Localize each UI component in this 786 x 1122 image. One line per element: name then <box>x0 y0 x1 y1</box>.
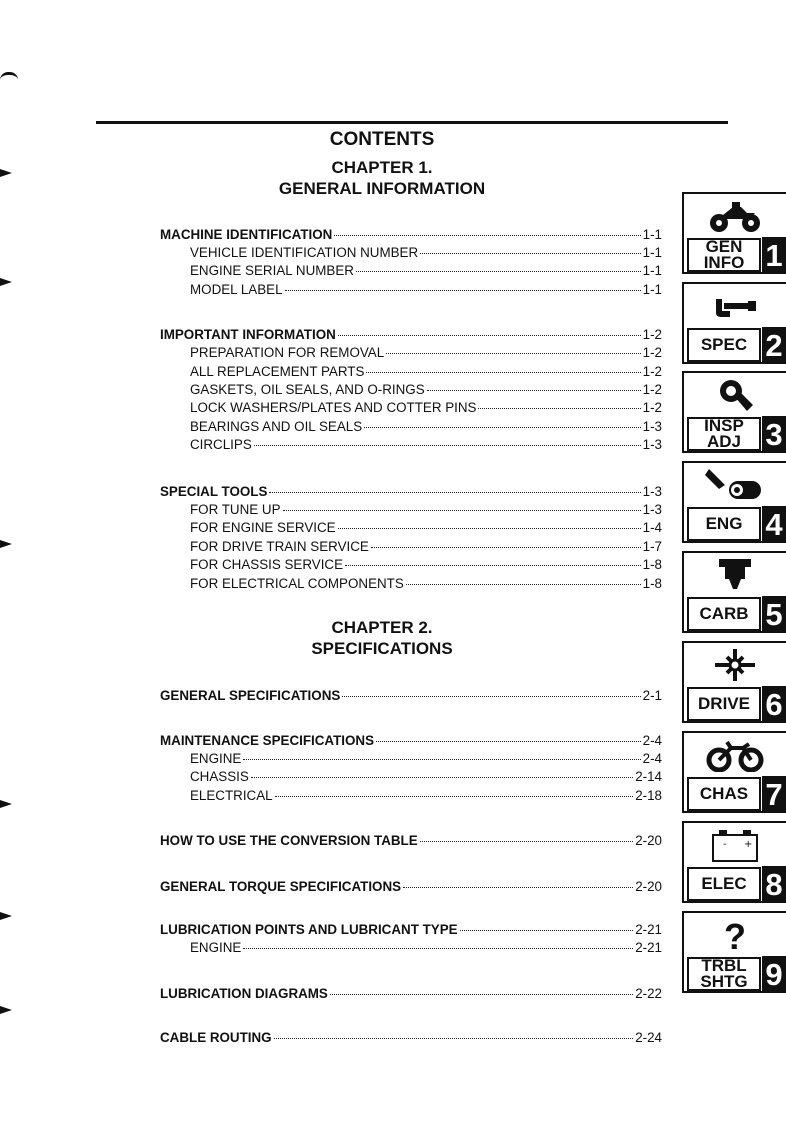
chapter-tab-2[interactable] <box>682 282 786 364</box>
toc-entry-title: CABLE ROUTING <box>160 1030 272 1045</box>
toc-entry-page: 1-3 <box>642 437 662 452</box>
toc-entry-page: 1-7 <box>642 539 662 554</box>
chapter-tab-label-line: INFO <box>703 253 745 272</box>
toc-entry-title: LUBRICATION DIAGRAMS <box>160 986 328 1001</box>
toc-entry-page: 1-1 <box>642 282 662 297</box>
toc-entry-title: PREPARATION FOR REMOVAL <box>190 345 385 360</box>
dot-leader <box>254 445 641 446</box>
dot-leader <box>338 335 641 336</box>
margin-mark <box>0 278 12 286</box>
chapter-tab-5[interactable] <box>682 551 786 633</box>
chapter-tab-label <box>687 507 761 541</box>
margin-mark <box>0 540 12 548</box>
dot-leader <box>330 994 633 995</box>
toc-entry-title: MACHINE IDENTIFICATION <box>160 227 333 242</box>
carburetor-icon <box>687 556 783 594</box>
toc-entry-page: 2-21 <box>635 922 662 937</box>
dot-leader <box>274 1038 634 1039</box>
toc-entry-page: 2-18 <box>635 788 662 803</box>
chapter-tab-1[interactable] <box>682 192 786 274</box>
toc-entry-page: 2-24 <box>635 1030 662 1045</box>
chapter1-heading: CHAPTER 1. <box>331 158 433 177</box>
svg-text:?: ? <box>724 917 746 953</box>
dot-leader <box>386 353 640 354</box>
dot-leader <box>366 372 640 373</box>
toc-entry-title: ENGINE <box>190 940 242 955</box>
toc-entry-title: CHASSIS <box>190 769 249 784</box>
toc-entry <box>160 327 662 345</box>
toc-entry-page: 1-2 <box>642 400 662 415</box>
toc-entry <box>190 400 662 418</box>
toc-entry-title: GASKETS, OIL SEALS, AND O-RINGS <box>190 382 425 397</box>
chapter-tab-label-line: GEN <box>705 237 743 256</box>
toc-entry-page: 2-21 <box>635 940 662 955</box>
toc-entry-page: 1-1 <box>642 227 662 242</box>
toc-entry-title: FOR DRIVE TRAIN SERVICE <box>190 539 369 554</box>
toc-entry <box>190 520 662 538</box>
toc-entry-page: 1-3 <box>642 484 662 499</box>
dot-leader <box>275 796 634 797</box>
toc-entry <box>190 419 662 437</box>
toc-entry-title: GENERAL TORQUE SPECIFICATIONS <box>160 879 402 894</box>
question-icon <box>687 916 783 954</box>
chapter-tab-label-line: TRBL <box>701 956 747 975</box>
chassis-icon <box>687 736 783 774</box>
chapter-tab-number: 6 <box>762 686 786 723</box>
toc-entry <box>190 557 662 575</box>
dot-leader <box>338 528 641 529</box>
toc-entry <box>190 245 662 263</box>
dot-leader <box>356 271 641 272</box>
dot-leader <box>376 741 641 742</box>
chapter-tab-3[interactable] <box>682 371 786 453</box>
toc-entry-title: MODEL LABEL <box>190 282 283 297</box>
toc-entry-page: 1-1 <box>642 263 662 278</box>
dot-leader <box>403 887 633 888</box>
dot-leader <box>283 510 641 511</box>
toc-entry-title: LUBRICATION POINTS AND LUBRICANT TYPE <box>160 922 458 937</box>
drivetrain-icon <box>687 646 783 684</box>
piston-icon <box>687 466 783 504</box>
dot-leader <box>364 427 640 428</box>
toc-entry <box>160 922 662 940</box>
dot-leader <box>334 235 640 236</box>
chapter2-title: SPECIFICATIONS <box>311 639 453 658</box>
chapter-tab-number: 4 <box>762 506 786 543</box>
toc-entry-page: 1-2 <box>642 327 662 342</box>
margin-mark <box>0 1006 12 1014</box>
toc-entry-title: IMPORTANT INFORMATION <box>160 327 336 342</box>
atv-icon <box>687 197 783 235</box>
chapter-tab-label-line: ENG <box>705 514 743 533</box>
chapter-tab-7[interactable] <box>682 731 786 813</box>
battery-icon <box>687 826 783 864</box>
chapter-tab-label-line: ADJ <box>706 432 741 451</box>
chapter-tab-label-line: DRIVE <box>698 694 750 713</box>
chapter-tab-label-line: SHTG <box>700 972 748 991</box>
chapter-tab-label-line: CHAS <box>699 784 749 803</box>
chapter-tab-number: 2 <box>762 327 786 364</box>
toc-entry <box>190 364 662 382</box>
dot-leader <box>420 253 640 254</box>
dot-leader <box>243 759 640 760</box>
dot-leader <box>371 547 641 548</box>
chapter-tab-8[interactable] <box>682 821 786 903</box>
toc-entry-title: FOR ENGINE SERVICE <box>190 520 336 535</box>
toc-entry <box>160 688 662 706</box>
toc-entry-page: 2-22 <box>635 986 662 1001</box>
toc-entry-title: LOCK WASHERS/PLATES AND COTTER PINS <box>190 400 477 415</box>
chapter-tab-number: 1 <box>762 237 786 274</box>
chapter-tab-number: 8 <box>762 866 786 903</box>
chapter-tab-label <box>687 957 761 991</box>
toc-entry-page: 1-8 <box>642 576 662 591</box>
toc-entry-page: 1-8 <box>642 557 662 572</box>
chapter-tab-label <box>687 687 761 721</box>
caliper-icon <box>687 287 783 325</box>
dot-leader <box>427 390 641 391</box>
toc-entry <box>160 833 662 851</box>
toc-entry-title: FOR ELECTRICAL COMPONENTS <box>190 576 404 591</box>
toc-entry <box>190 382 662 400</box>
dot-leader <box>269 492 640 493</box>
toc-entry <box>190 539 662 557</box>
toc-entry <box>190 940 662 958</box>
chapter-tab-label <box>687 597 761 631</box>
margin-mark <box>0 169 12 177</box>
margin-mark <box>0 800 12 808</box>
toc-entry-title: SPECIAL TOOLS <box>160 484 268 499</box>
toc-entry <box>190 769 662 787</box>
chapter-tab-number: 7 <box>762 776 786 813</box>
margin-mark <box>0 912 12 920</box>
toc-entry <box>160 484 662 502</box>
toc-entry <box>190 437 662 455</box>
chapter-tab-label-line: INSP <box>704 416 744 435</box>
chapter-tab-number: 3 <box>762 416 786 453</box>
chapter-tab-label <box>687 328 761 362</box>
dot-leader <box>285 290 641 291</box>
chapter-tab-label <box>687 417 761 451</box>
toc-entry-title: FOR TUNE UP <box>190 502 281 517</box>
toc-entry-page: 2-1 <box>642 688 662 703</box>
margin-mark <box>0 72 18 80</box>
toc-entry <box>190 263 662 281</box>
svg-text:-: - <box>723 839 727 850</box>
dot-leader <box>460 930 634 931</box>
toc-entry <box>190 345 662 363</box>
toc-entry-title: MAINTENANCE SPECIFICATIONS <box>160 733 375 748</box>
toc-entry-page: 1-1 <box>642 245 662 260</box>
dot-leader <box>478 408 640 409</box>
toc-entry-title: ALL REPLACEMENT PARTS <box>190 364 365 379</box>
toc-entry-title: HOW TO USE THE CONVERSION TABLE <box>160 833 418 848</box>
toc-entry-title: ENGINE SERIAL NUMBER <box>190 263 354 278</box>
toc-entry <box>160 986 662 1004</box>
contents-title: CONTENTS <box>329 129 435 150</box>
toc-entry-page: 1-3 <box>642 502 662 517</box>
dot-leader <box>342 696 640 697</box>
toc-entry-title: CIRCLIPS <box>190 437 252 452</box>
toc-entry <box>190 751 662 769</box>
dot-leader <box>420 841 634 842</box>
toc-entry-page: 2-14 <box>635 769 662 784</box>
toc-entry-page: 1-2 <box>642 345 662 360</box>
toc-entry-page: 2-4 <box>642 751 662 766</box>
chapter-tab-label <box>687 777 761 811</box>
toc-entry <box>160 879 662 897</box>
toc-entry <box>190 576 662 594</box>
chapter-tab-label <box>687 867 761 901</box>
toc-entry <box>190 282 662 300</box>
toc-entry-page: 1-4 <box>642 520 662 535</box>
dot-leader <box>243 948 633 949</box>
toc-entry-title: VEHICLE IDENTIFICATION NUMBER <box>190 245 419 260</box>
toc-entry-title: GENERAL SPECIFICATIONS <box>160 688 341 703</box>
top-rule <box>96 121 728 124</box>
dot-leader <box>251 777 633 778</box>
toc-entry-title: ENGINE <box>190 751 242 766</box>
toc-entry <box>160 1030 662 1048</box>
toc-entry-page: 1-2 <box>642 364 662 379</box>
toc-entry-page: 2-4 <box>642 733 662 748</box>
chapter-tab-label-line: SPEC <box>700 335 748 354</box>
chapter1-title: GENERAL INFORMATION <box>278 179 486 198</box>
toc-entry-title: ELECTRICAL <box>190 788 273 803</box>
toc-entry <box>190 788 662 806</box>
dot-leader <box>345 565 641 566</box>
chapter-tab-label-line: CARB <box>699 604 749 623</box>
toc-entry-page: 2-20 <box>635 879 662 894</box>
toc-entry-title: FOR CHASSIS SERVICE <box>190 557 344 572</box>
toc-entry-page: 1-3 <box>642 419 662 434</box>
chapter-tab-number: 9 <box>762 956 786 993</box>
wrench-icon <box>687 376 783 414</box>
chapter-tab-label-line: ELEC <box>701 874 747 893</box>
chapter-tab-9[interactable] <box>682 911 786 993</box>
chapter-tab-6[interactable] <box>682 641 786 723</box>
chapter-tab-4[interactable] <box>682 461 786 543</box>
chapter2-heading: CHAPTER 2. <box>331 618 433 637</box>
toc-entry <box>160 733 662 751</box>
toc-entry <box>160 227 662 245</box>
toc-entry-page: 1-2 <box>642 382 662 397</box>
toc-entry-page: 2-20 <box>635 833 662 848</box>
svg-text:+: + <box>744 839 753 850</box>
toc-entry <box>190 502 662 520</box>
toc-entry-title: BEARINGS AND OIL SEALS <box>190 419 363 434</box>
chapter-tab-number: 5 <box>762 596 786 633</box>
dot-leader <box>406 584 641 585</box>
chapter-tab-label <box>687 238 761 272</box>
